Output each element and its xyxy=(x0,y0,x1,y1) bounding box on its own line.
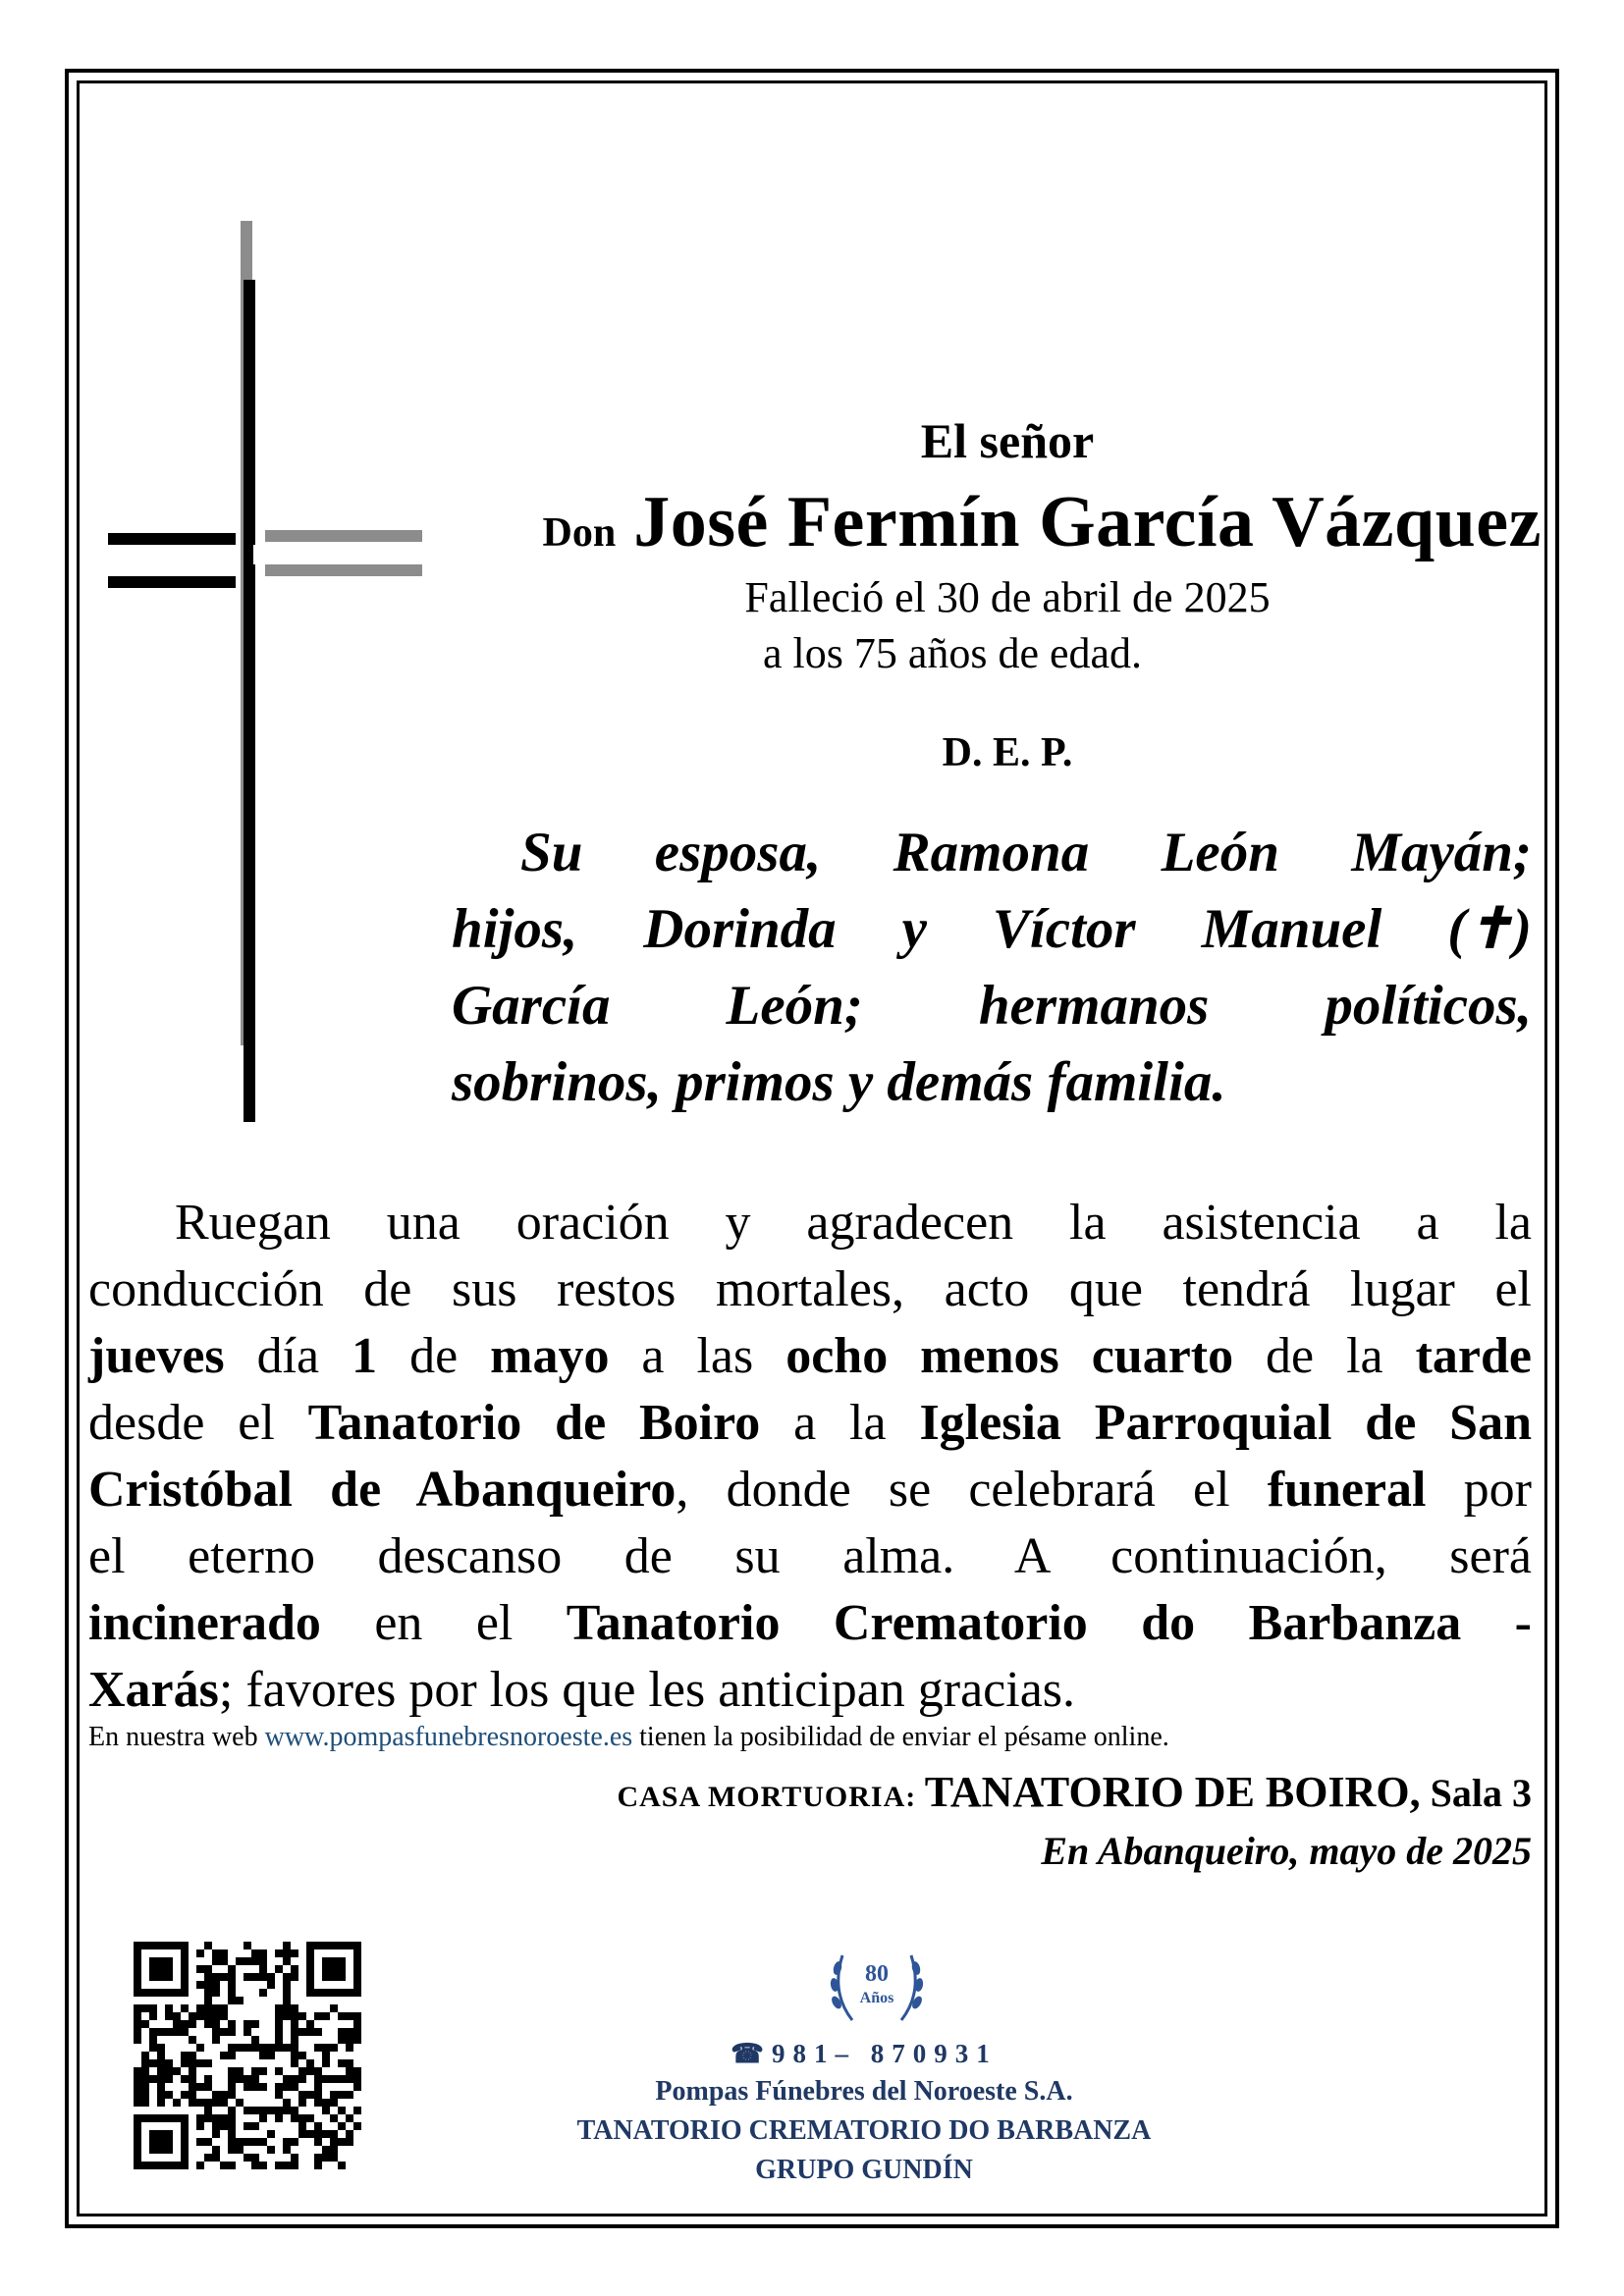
crematorium-company: TANATORIO CREMATORIO DO BARBANZA xyxy=(576,2115,1152,2146)
place-date: En Abanqueiro, mayo de 2025 xyxy=(1041,1829,1532,1873)
funeral-word: funeral xyxy=(1267,1462,1427,1518)
text-fragment: tienen la posibilidad de enviar el pésame online. xyxy=(632,1722,1169,1752)
body-line: conducción de sus restos mortales, acto que tendrá lugar el xyxy=(88,1261,1532,1317)
dep-abbreviation: D. E. P. xyxy=(942,730,1073,775)
text-fragment: ; favores por los que les anticipan gracias. xyxy=(218,1662,1076,1718)
body-line: el eterno descanso de su alma. A continuación, será xyxy=(88,1528,1532,1584)
text-fragment: , donde se celebrará el xyxy=(676,1462,1268,1518)
origin-place: Tanatorio de Boiro xyxy=(307,1395,761,1451)
incinerado-word: incinerado xyxy=(88,1595,321,1651)
crematorium-name: Tanatorio Crematorio do Barbanza - xyxy=(566,1595,1532,1651)
text-fragment: por xyxy=(1426,1462,1532,1518)
family-line: hijos, Dorinda y Víctor Manuel (✝) xyxy=(452,898,1532,960)
body-line xyxy=(88,1390,1532,1457)
text-fragment: desde el xyxy=(88,1395,308,1451)
announcement-body xyxy=(88,1190,1532,1724)
phone-line xyxy=(471,2039,1257,2069)
family-line: sobrinos, primos y demás familia. xyxy=(452,1051,1226,1113)
death-date: Falleció el 30 de abril de 2025 xyxy=(744,573,1271,621)
phone-number[interactable]: 981– 870931 xyxy=(771,2039,998,2068)
time-of-day: tarde xyxy=(1415,1328,1533,1384)
website-link[interactable]: www.pompasfunebresnoroeste.es xyxy=(264,1722,633,1752)
body-line xyxy=(88,1590,1532,1657)
text-fragment: En nuestra web xyxy=(88,1722,265,1752)
family-line: García León; hermanos políticos, xyxy=(452,975,1532,1037)
logo-label: Años xyxy=(859,1990,894,2006)
phone-icon: ☎ xyxy=(731,2039,772,2068)
time: ocho menos cuarto xyxy=(785,1328,1234,1384)
logo-number: 80 xyxy=(865,1961,889,1987)
text-fragment: a la xyxy=(760,1395,920,1451)
web-notice xyxy=(88,1722,1169,1753)
group-name: GRUPO GUNDÍN xyxy=(755,2155,973,2185)
day-number: 1 xyxy=(352,1328,378,1384)
day-name: jueves xyxy=(88,1328,225,1384)
family-list xyxy=(452,815,1532,1121)
text-fragment: en el xyxy=(320,1595,567,1651)
crematorium-place: Xarás xyxy=(88,1662,219,1718)
age-at-death: a los 75 años de edad. xyxy=(762,629,1143,677)
text-fragment: a las xyxy=(609,1328,786,1384)
text-fragment: día xyxy=(224,1328,352,1384)
body-line xyxy=(88,1657,1532,1724)
family-line: Su esposa, Ramona León Mayán; xyxy=(520,822,1532,883)
text-fragment: de xyxy=(377,1328,491,1384)
honorific: Don xyxy=(542,510,617,556)
qr-code[interactable] xyxy=(134,1942,361,2169)
month: mayo xyxy=(490,1328,610,1384)
title-label: El señor xyxy=(920,413,1095,468)
company-name: Pompas Fúnebres del Noroeste S.A. xyxy=(655,2076,1073,2107)
cross-icon xyxy=(108,221,422,1124)
deceased-name: José Fermín García Vázquez xyxy=(633,482,1542,562)
casa-value: TANATORIO DE BOIRO, xyxy=(924,1768,1421,1816)
anniversary-logo xyxy=(823,1934,931,2032)
deceased-name-line xyxy=(442,481,1542,564)
casa-mortuoria xyxy=(617,1767,1532,1817)
body-line xyxy=(88,1457,1532,1523)
body-line: Ruegan una oración y agradecen la asistencia a la xyxy=(175,1195,1532,1251)
casa-sala: Sala 3 xyxy=(1420,1771,1532,1815)
body-line xyxy=(88,1323,1532,1390)
casa-label: CASA MORTUORIA: xyxy=(617,1781,925,1813)
text-fragment: de la xyxy=(1233,1328,1416,1384)
church-name-cont: Cristóbal de Abanqueiro xyxy=(88,1462,677,1518)
church-name: Iglesia Parroquial de San xyxy=(919,1395,1532,1451)
